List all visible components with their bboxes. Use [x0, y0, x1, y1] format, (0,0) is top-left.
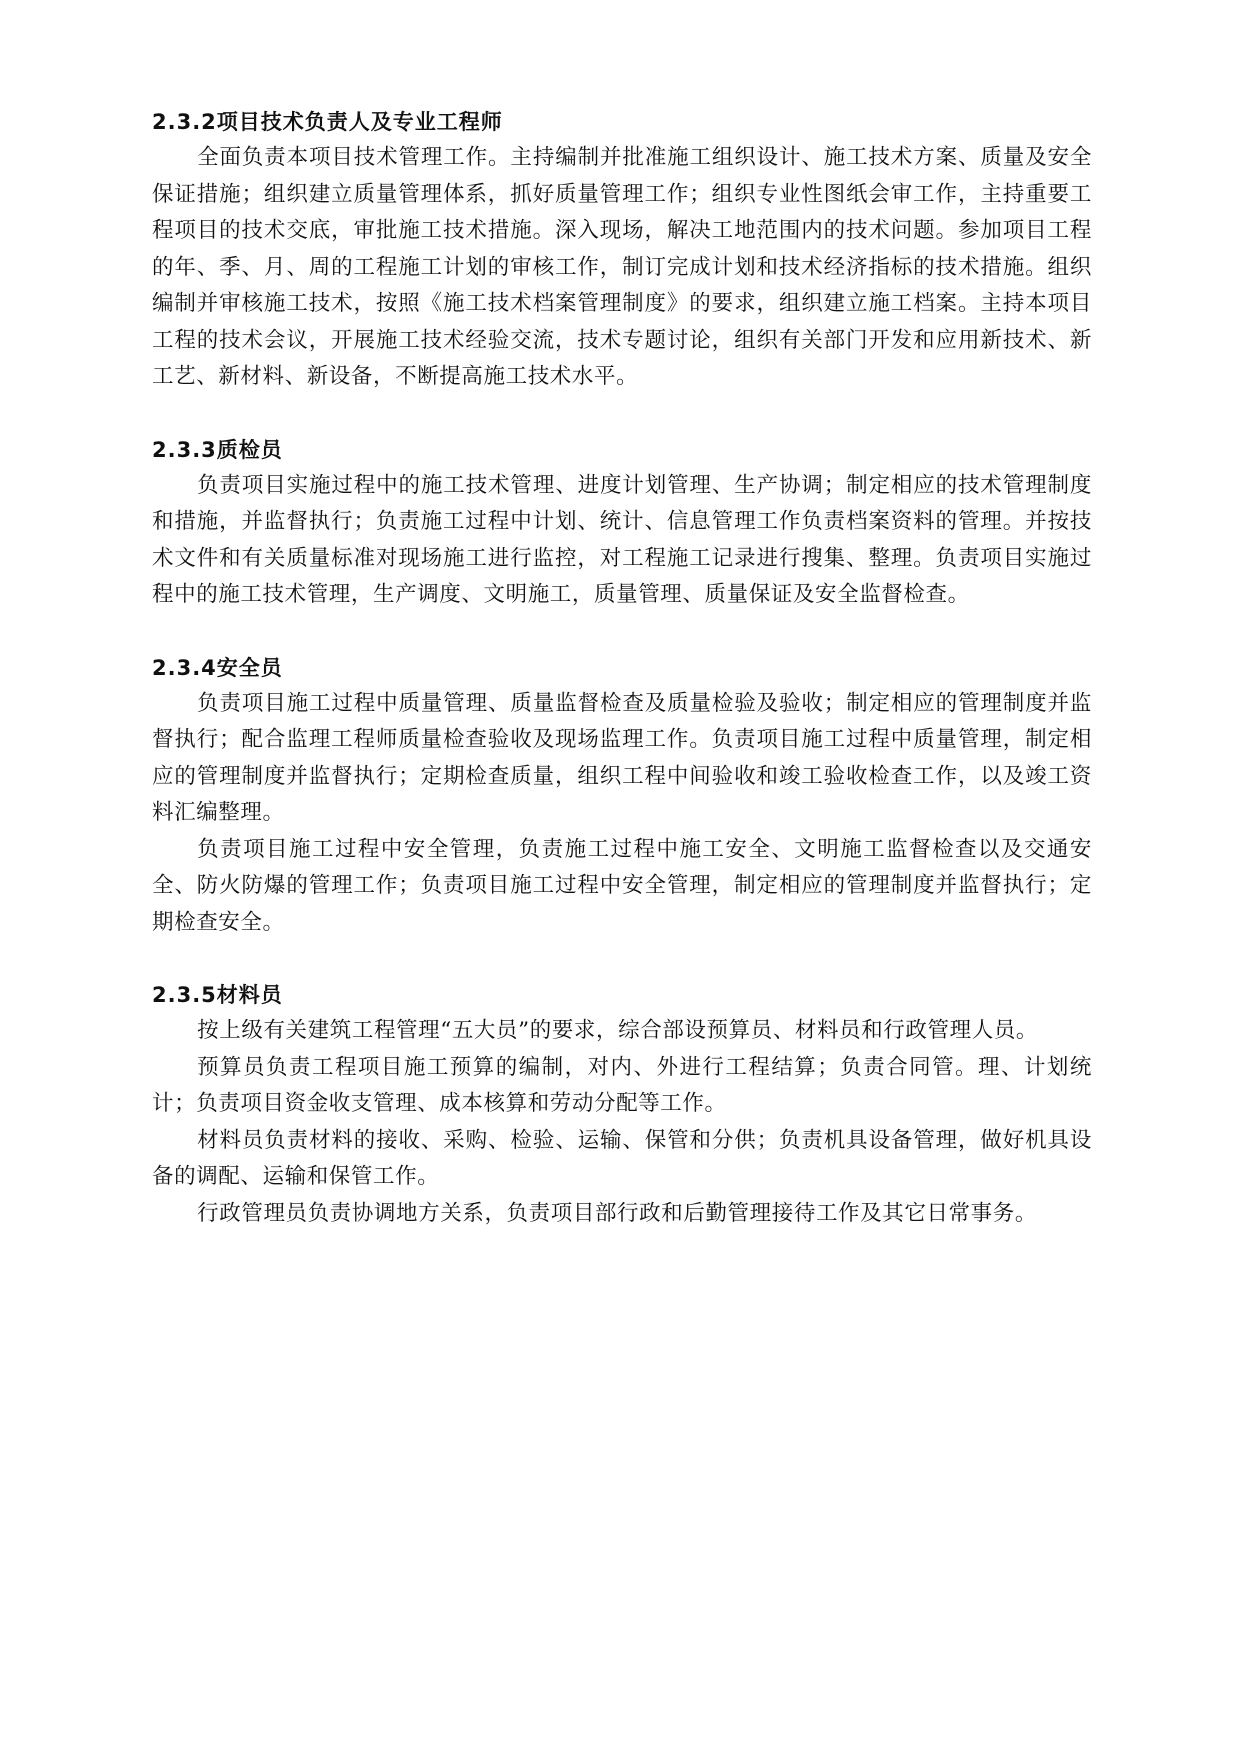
section-2-3-3 — [152, 432, 1092, 614]
section-2-3-5 — [152, 977, 1092, 1232]
section-2-3-4 — [152, 650, 1092, 942]
section-paragraph: 行政管理员负责协调地方关系，负责项目部行政和后勤管理接待工作及其它日常事务。 — [197, 1200, 1037, 1226]
section-heading: 2.3.4安全员 — [152, 655, 283, 680]
section-paragraph: 负责项目施工过程中质量管理、质量监督检查及质量检验及验收；制定相应的管理制度并监督执行；配合监理工程师质量检查验收及现场监理工作。负责项目施工过程中质量管理，制定相应的管理制度并监督执行；定期检查质量，组织工程中间验收和竣工验收检查工作，以及竣工资料汇编整理。 — [152, 690, 1092, 825]
section-paragraph: 负责项目实施过程中的施工技术管理、进度计划管理、生产协调；制定相应的技术管理制度和措施，并监督执行；负责施工过程中计划、统计、信息管理工作负责档案资料的管理。并按技术文件和有关质量标准对现场施工进行监控，对工程施工记录进行搜集、整理。负责项目实施过程中的施工技术管理，生产调度、文明施工，质量管理、质量保证及安全监督检查。 — [152, 472, 1092, 607]
section-heading: 2.3.3质检员 — [152, 437, 283, 462]
section-paragraph: 负责项目施工过程中安全管理，负责施工过程中施工安全、文明施工监督检查以及交通安全、防火防爆的管理工作；负责项目施工过程中安全管理，制定相应的管理制度并监督执行；定期检查安全。 — [152, 836, 1092, 935]
section-paragraph: 预算员负责工程项目施工预算的编制，对内、外进行工程结算；负责合同管。理、计划统计；负责项目资金收支管理、成本核算和劳动分配等工作。 — [152, 1054, 1092, 1116]
section-paragraph: 材料员负责材料的接收、采购、检验、运输、保管和分供；负责机具设备管理，做好机具设备的调配、运输和保管工作。 — [152, 1127, 1092, 1189]
section-heading: 2.3.5材料员 — [152, 983, 283, 1007]
section-paragraph: 按上级有关建筑工程管理“五大员”的要求，综合部设预算员、材料员和行政管理人员。 — [197, 1018, 1039, 1043]
document-body — [152, 104, 1092, 1232]
section-heading: 2.3.2项目技术负责人及专业工程师 — [152, 110, 503, 134]
section-2-3-2 — [152, 104, 1092, 396]
section-paragraph: 全面负责本项目技术管理工作。主持编制并批准施工组织设计、施工技术方案、质量及安全保证措施；组织建立质量管理体系，抓好质量管理工作；组织专业性图纸会审工作，主持重要工程项目的技术交底，审批施工技术措施。深入现场，解决工地范围内的技术问题。参加项目工程的年、季、月、周的工程施工计划的审核工作，制订完成计划和技术经济指标的技术措施。组织编制并审核施工技术，按照《施工技术档案管理制度》的要求，组织建立施工档案。主持本项目工程的技术会议，开展施工技术经验交流，技术专题讨论，组织有关部门开发和应用新技术、新工艺、新材料、新设备，不断提高施工技术水平。 — [152, 145, 1092, 389]
